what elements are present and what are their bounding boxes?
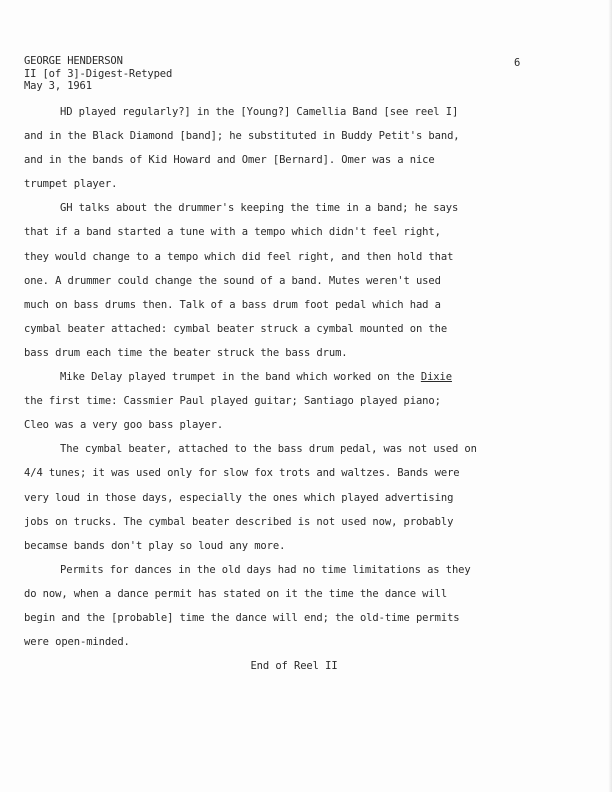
text-line: trumpet player. [24, 178, 118, 191]
text-line: 4/4 tunes; it was used only for slow fox trots and waltzes. Bands were [24, 467, 460, 480]
interview-date: May 3, 1961 [24, 80, 92, 92]
reel-label: II [of 3]-Digest-Retyped [24, 67, 173, 80]
text-line: becamse bands don't play so loud any more. [24, 539, 286, 552]
page-number: 6 [514, 57, 521, 69]
text-line: Cleo was a very goo bass player. [24, 419, 224, 432]
page-edge-shadow [608, 0, 612, 792]
paragraph-3 [24, 365, 524, 437]
ship-name-dixie: Dixie [420, 371, 452, 384]
text-line: were open-minded. [24, 636, 130, 649]
paragraph-2 [24, 196, 524, 365]
end-of-reel-note: End of Reel II [250, 660, 338, 673]
text-line: bass drum each time the beater struck the bass drum. [24, 346, 348, 359]
paragraph-4 [24, 437, 524, 557]
text-line: begin and the [probable] time the dance will end; the old-time permits [24, 611, 460, 624]
body-text [24, 100, 524, 678]
text-line [24, 365, 524, 389]
text-line: the first time: Cassmier Paul played guitar; Santiago played piano; [24, 395, 441, 408]
paragraph-1 [24, 100, 524, 196]
interviewee-name: GEORGE HENDERSON [24, 55, 123, 67]
text-line: they would change to a tempo which did feel right, and then hold that [24, 250, 454, 263]
text-line: GH talks about the drummer's keeping the time in a band; he says [60, 202, 459, 215]
text-line: cymbal beater attached: cymbal beater struck a cymbal mounted on the [24, 322, 448, 335]
text-line: very loud in those days, especially the ones which played advertising [24, 491, 454, 504]
text-line: and in the Black Diamond [band]; he substituted in Buddy Petit's band, [24, 130, 460, 143]
text-line: one. A drummer could change the sound of a band. Mutes weren't used [24, 274, 441, 287]
text-line: jobs on trucks. The cymbal beater described is not used now, probably [24, 515, 454, 528]
text-line: Permits for dances in the old days had no time limitations as they [60, 563, 471, 576]
document-header [24, 55, 172, 93]
text-line: and in the bands of Kid Howard and Omer [Bernard]. Omer was a nice [24, 154, 435, 167]
paragraph-5 [24, 558, 524, 654]
text-segment: Mike Delay played trumpet in the band which worked on the [60, 371, 421, 384]
text-line: do now, when a dance permit has stated on it the time the dance will [24, 587, 448, 600]
text-line: that if a band started a tune with a tempo which didn't feel right, [24, 226, 441, 239]
text-line: much on bass drums then. Talk of a bass drum foot pedal which had a [24, 298, 441, 311]
text-line: The cymbal beater, attached to the bass drum pedal, was not used on [60, 443, 477, 456]
text-line: HD played regularly?] in the [Young?] Camellia Band [see reel I] [60, 106, 459, 118]
